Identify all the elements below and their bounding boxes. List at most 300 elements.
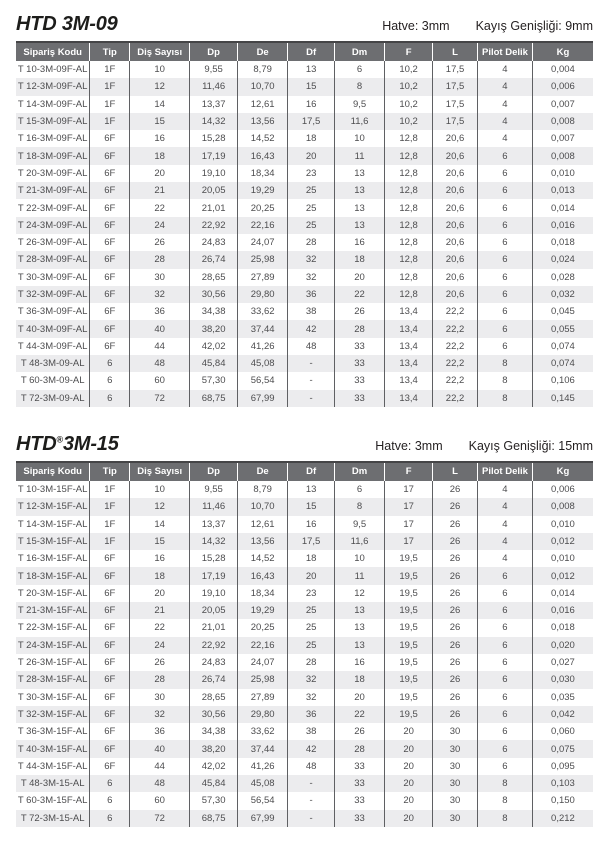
table-cell: 10: [130, 481, 190, 498]
table-cell: 14: [130, 96, 190, 113]
table-cell: 42,02: [190, 758, 238, 775]
table-row: [16, 689, 593, 706]
table-cell: 0,145: [532, 390, 593, 407]
column-header: L: [433, 42, 478, 61]
table-cell: 26: [433, 567, 478, 584]
column-header: L: [433, 462, 478, 481]
table-cell: 30: [433, 723, 478, 740]
table-row: [16, 723, 593, 740]
table-cell: 0,095: [532, 758, 593, 775]
table-cell: 17: [385, 481, 433, 498]
table-cell: 44: [130, 758, 190, 775]
header-row: [16, 42, 593, 61]
table-cell: T 40-3M-09F-AL: [17, 323, 88, 335]
table-cell: 60: [130, 372, 190, 389]
column-header: Dm: [334, 42, 384, 61]
table-cell: 25,98: [238, 251, 288, 268]
column-header: F: [385, 462, 433, 481]
table-cell: 0,018: [532, 234, 593, 251]
table-cell: 10: [334, 550, 384, 567]
table-cell: 19,29: [238, 602, 288, 619]
table-cell: 20,6: [433, 130, 478, 147]
table-cell: 19,10: [190, 165, 238, 182]
table-cell: 33: [334, 775, 384, 792]
table-cell: 13,4: [385, 355, 433, 372]
table-cell: 48: [130, 355, 190, 372]
table-cell: 20: [130, 585, 190, 602]
table-cell: 8,79: [238, 61, 288, 78]
table-cell: 6: [90, 810, 130, 827]
table-cell: 56,54: [238, 792, 288, 809]
table-cell: 21: [130, 182, 190, 199]
table-cell: 12,8: [385, 182, 433, 199]
table-cell: 6F: [90, 758, 130, 775]
table-cell: 8: [478, 810, 533, 827]
table-cell: 19,5: [385, 602, 433, 619]
table-cell: 6: [478, 585, 533, 602]
table-cell: 38,20: [190, 740, 238, 757]
table-cell: 6: [478, 338, 533, 355]
table-cell: 6F: [90, 689, 130, 706]
table-cell: 57,30: [190, 792, 238, 809]
table-cell: 8: [478, 355, 533, 372]
table-row: [16, 61, 593, 78]
column-header: Dp: [190, 462, 238, 481]
table-cell: 6: [478, 740, 533, 757]
table-cell: 18: [130, 147, 190, 164]
table-cell: 30,56: [190, 706, 238, 723]
registered-mark: ®: [56, 434, 63, 445]
table-cell: 16,43: [238, 567, 288, 584]
table-cell: T 44-3M-09F-AL: [17, 340, 88, 352]
table-cell: 41,26: [238, 758, 288, 775]
table-cell: 6: [478, 637, 533, 654]
table-cell: 20,6: [433, 234, 478, 251]
column-header: Kg: [532, 42, 593, 61]
table-cell: 26: [433, 498, 478, 515]
table-cell: 16: [334, 234, 384, 251]
table-row: [16, 585, 593, 602]
table-cell: 26: [433, 671, 478, 688]
table-row: [16, 654, 593, 671]
column-header: De: [238, 462, 288, 481]
table-cell: T 18-3M-15F-AL: [17, 570, 88, 582]
table-cell: 72: [130, 810, 190, 827]
table-cell: 14,32: [190, 113, 238, 130]
table-cell: 20,25: [238, 619, 288, 636]
table-cell: 28,65: [190, 269, 238, 286]
table-cell: 6F: [90, 234, 130, 251]
table-cell: T 20-3M-15F-AL: [17, 587, 88, 599]
table-cell: 30: [433, 775, 478, 792]
table-cell: 0,212: [532, 810, 593, 827]
table-row: [16, 320, 593, 337]
table-cell: 6: [478, 303, 533, 320]
table-cell: 6: [478, 320, 533, 337]
table-cell: T 28-3M-09F-AL: [17, 254, 88, 266]
table-cell: 6: [478, 706, 533, 723]
table-cell: T 24-3M-15F-AL: [17, 639, 88, 651]
table-cell: 10,70: [238, 78, 288, 95]
table-cell: 17,5: [433, 78, 478, 95]
table-cell: 0,060: [532, 723, 593, 740]
table-cell: T 36-3M-15F-AL: [17, 726, 88, 738]
pitch-label: Hatve: 3mm: [375, 438, 443, 453]
table-cell: 20: [288, 567, 335, 584]
column-header: Pilot Delik: [478, 42, 533, 61]
table-cell: 1F: [90, 498, 130, 515]
table-cell: 19,5: [385, 671, 433, 688]
table-cell: 0,030: [532, 671, 593, 688]
table-cell: 20,6: [433, 199, 478, 216]
table-cell: 28: [334, 320, 384, 337]
table-cell: 15,28: [190, 130, 238, 147]
table-row: [16, 706, 593, 723]
table-cell: 26: [433, 619, 478, 636]
table-cell: 6: [478, 147, 533, 164]
table-cell: 19,29: [238, 182, 288, 199]
table-cell: 12,8: [385, 234, 433, 251]
table-cell: 23: [288, 165, 335, 182]
table-cell: 13: [334, 182, 384, 199]
table-cell: 19,5: [385, 637, 433, 654]
table-cell: 6F: [90, 706, 130, 723]
table-cell: 45,08: [238, 775, 288, 792]
table-cell: 25: [288, 217, 335, 234]
table-cell: 20,6: [433, 269, 478, 286]
table-cell: 30: [130, 689, 190, 706]
column-header: Sipariş Kodu: [16, 42, 90, 61]
table-cell: 6: [478, 182, 533, 199]
table-cell: 13,4: [385, 338, 433, 355]
table-cell: 25: [288, 619, 335, 636]
table-cell: 44: [130, 338, 190, 355]
table-cell: 67,99: [238, 390, 288, 407]
table-cell: 48: [288, 758, 335, 775]
table-cell: 1F: [90, 78, 130, 95]
table-cell: 33: [334, 792, 384, 809]
table-cell: 22: [130, 199, 190, 216]
table-cell: 6F: [90, 147, 130, 164]
table-cell: 4: [478, 498, 533, 515]
table-cell: 9,5: [334, 96, 384, 113]
table-cell: 4: [478, 130, 533, 147]
table-cell: 0,007: [532, 130, 593, 147]
table-cell: T 28-3M-15F-AL: [17, 674, 88, 686]
table-cell: 56,54: [238, 372, 288, 389]
table-cell: 4: [478, 113, 533, 130]
table-cell: T 15-3M-15F-AL: [17, 535, 88, 547]
table-cell: 4: [478, 533, 533, 550]
table-cell: 25: [288, 637, 335, 654]
table-cell: 33: [334, 355, 384, 372]
table-cell: 32: [130, 286, 190, 303]
table-cell: 24,83: [190, 234, 238, 251]
table-cell: 37,44: [238, 740, 288, 757]
table-cell: 6: [90, 390, 130, 407]
table-cell: T 14-3M-09F-AL: [17, 98, 88, 110]
table-cell: T 60-3M-15F-AL: [17, 795, 88, 807]
table-cell: 67,99: [238, 810, 288, 827]
table-cell: 28: [288, 234, 335, 251]
column-header: Kg: [532, 462, 593, 481]
table-cell: 23: [288, 585, 335, 602]
table-cell: 28: [130, 251, 190, 268]
table-cell: T 32-3M-15F-AL: [17, 708, 88, 720]
table-cell: 16: [130, 550, 190, 567]
table-cell: 20,6: [433, 251, 478, 268]
table-cell: 13,37: [190, 96, 238, 113]
table-cell: 12,8: [385, 165, 433, 182]
table-cell: 33: [334, 390, 384, 407]
table-cell: 20: [130, 165, 190, 182]
table-cell: 20: [385, 758, 433, 775]
column-header: Diş Sayısı: [130, 462, 190, 481]
table-cell: 30: [433, 758, 478, 775]
table-cell: 18: [130, 567, 190, 584]
table-head: [16, 42, 593, 61]
table-cell: 8: [334, 498, 384, 515]
column-header: Tip: [90, 462, 130, 481]
table-row: [16, 338, 593, 355]
table-cell: 16: [288, 96, 335, 113]
table-cell: 6F: [90, 165, 130, 182]
table-cell: 18: [288, 130, 335, 147]
table-cell: 10,2: [385, 113, 433, 130]
table-cell: 6: [478, 234, 533, 251]
table-cell: 13: [334, 165, 384, 182]
table-cell: 26: [433, 706, 478, 723]
table-cell: 26: [433, 585, 478, 602]
column-header: Tip: [90, 42, 130, 61]
table-cell: 1F: [90, 533, 130, 550]
table-cell: 1F: [90, 113, 130, 130]
table-cell: 0,032: [532, 286, 593, 303]
column-header: Diş Sayısı: [130, 42, 190, 61]
table-cell: 25: [288, 199, 335, 216]
table-cell: 68,75: [190, 390, 238, 407]
table-cell: 9,55: [190, 61, 238, 78]
table-cell: 57,30: [190, 372, 238, 389]
table-cell: 10,2: [385, 78, 433, 95]
table-row: [16, 498, 593, 515]
table-cell: 17: [385, 516, 433, 533]
table-cell: 0,008: [532, 147, 593, 164]
table-cell: 0,042: [532, 706, 593, 723]
table-cell: 12,8: [385, 147, 433, 164]
table-cell: 26,74: [190, 251, 238, 268]
table-cell: 0,016: [532, 602, 593, 619]
table-cell: 13,37: [190, 516, 238, 533]
table-cell: 6: [334, 481, 384, 498]
table-cell: 16: [334, 654, 384, 671]
table-cell: 42: [288, 320, 335, 337]
table-cell: 11: [334, 147, 384, 164]
table-cell: 22,2: [433, 338, 478, 355]
table-cell: 6F: [90, 654, 130, 671]
table-cell: 13: [334, 602, 384, 619]
table-cell: 20,6: [433, 182, 478, 199]
table-cell: 20,6: [433, 217, 478, 234]
table-cell: 6F: [90, 550, 130, 567]
column-header: Pilot Delik: [478, 462, 533, 481]
table-cell: 13: [288, 61, 335, 78]
table-cell: 48: [288, 338, 335, 355]
table-cell: 6: [478, 567, 533, 584]
table-cell: 0,106: [532, 372, 593, 389]
table-cell: 12,8: [385, 269, 433, 286]
table-cell: 6F: [90, 585, 130, 602]
table-cell: 6: [90, 775, 130, 792]
table-cell: 22,16: [238, 217, 288, 234]
table-cell: 6: [478, 269, 533, 286]
table-cell: 28,65: [190, 689, 238, 706]
table-cell: 6: [478, 619, 533, 636]
table-cell: 19,10: [190, 585, 238, 602]
table-cell: 0,010: [532, 165, 593, 182]
column-header: Df: [288, 462, 335, 481]
table-cell: 0,010: [532, 550, 593, 567]
table-row: [16, 372, 593, 389]
table-cell: 20,6: [433, 165, 478, 182]
table-cell: 15: [130, 113, 190, 130]
table-cell: 22,2: [433, 303, 478, 320]
table-cell: 29,80: [238, 706, 288, 723]
table-cell: 0,008: [532, 498, 593, 515]
table-cell: 34,38: [190, 303, 238, 320]
table-cell: T 20-3M-09F-AL: [17, 167, 88, 179]
table-cell: 6: [478, 199, 533, 216]
table-cell: 0,004: [532, 61, 593, 78]
table-cell: T 48-3M-09-AL: [20, 358, 85, 370]
table-cell: 15,28: [190, 550, 238, 567]
table-cell: 22,2: [433, 390, 478, 407]
table-cell: 0,010: [532, 516, 593, 533]
pulley-table-3m-09: [16, 41, 593, 407]
table-cell: 33: [334, 372, 384, 389]
table-row: [16, 217, 593, 234]
table-cell: 6F: [90, 199, 130, 216]
table-cell: 12,61: [238, 516, 288, 533]
table-cell: 12,8: [385, 130, 433, 147]
table-cell: 4: [478, 78, 533, 95]
table-cell: 19,5: [385, 567, 433, 584]
section-htd-3m-15: [16, 433, 593, 827]
table-cell: 21,01: [190, 619, 238, 636]
table-cell: 26: [334, 723, 384, 740]
table-cell: 20: [385, 810, 433, 827]
table-cell: 24,07: [238, 234, 288, 251]
table-row: [16, 165, 593, 182]
table-cell: 13: [334, 619, 384, 636]
table-cell: 40: [130, 740, 190, 757]
table-cell: 40: [130, 320, 190, 337]
table-cell: 17,5: [288, 113, 335, 130]
table-cell: 15: [130, 533, 190, 550]
table-row: [16, 286, 593, 303]
table-cell: T 72-3M-09-AL: [20, 392, 85, 404]
table-row: [16, 602, 593, 619]
table-row: [16, 775, 593, 792]
table-cell: 30: [433, 810, 478, 827]
table-cell: 0,150: [532, 792, 593, 809]
section-title: [16, 13, 118, 35]
section-header: [16, 13, 593, 35]
table-cell: 13,4: [385, 390, 433, 407]
table-cell: 30: [433, 792, 478, 809]
table-cell: 0,006: [532, 78, 593, 95]
table-cell: 26: [433, 550, 478, 567]
table-cell: 36: [130, 303, 190, 320]
table-cell: 27,89: [238, 269, 288, 286]
column-header: F: [385, 42, 433, 61]
table-cell: 9,55: [190, 481, 238, 498]
table-cell: 20,6: [433, 147, 478, 164]
table-cell: 6F: [90, 338, 130, 355]
table-row: [16, 182, 593, 199]
table-cell: 0,103: [532, 775, 593, 792]
table-cell: 1F: [90, 481, 130, 498]
table-cell: T 16-3M-15F-AL: [17, 553, 88, 565]
table-cell: 8: [334, 78, 384, 95]
table-cell: 48: [130, 775, 190, 792]
table-cell: -: [288, 372, 335, 389]
brand-text: HTD: [16, 432, 57, 455]
table-cell: 0,014: [532, 199, 593, 216]
table-cell: 30: [433, 740, 478, 757]
table-cell: 4: [478, 96, 533, 113]
table-cell: 4: [478, 550, 533, 567]
table-cell: T 18-3M-09F-AL: [17, 150, 88, 162]
table-cell: 26: [130, 234, 190, 251]
table-row: [16, 303, 593, 320]
table-cell: 12: [130, 78, 190, 95]
table-cell: 11,6: [334, 533, 384, 550]
belt-width-label: Kayış Genişliği: 15mm: [468, 438, 593, 453]
table-cell: T 26-3M-15F-AL: [17, 657, 88, 669]
table-cell: T 10-3M-09F-AL: [17, 64, 88, 76]
table-cell: 17,5: [433, 96, 478, 113]
table-cell: 4: [478, 481, 533, 498]
table-row: [16, 130, 593, 147]
table-cell: 6F: [90, 671, 130, 688]
table-cell: T 10-3M-15F-AL: [17, 484, 88, 496]
table-cell: 8,79: [238, 481, 288, 498]
table-cell: 60: [130, 792, 190, 809]
table-row: [16, 567, 593, 584]
table-cell: 20: [288, 147, 335, 164]
table-cell: 28: [130, 671, 190, 688]
table-cell: 16: [288, 516, 335, 533]
table-cell: 28: [334, 740, 384, 757]
table-cell: 29,80: [238, 286, 288, 303]
table-row: [16, 269, 593, 286]
table-cell: T 72-3M-15-AL: [20, 812, 85, 824]
column-header: Sipariş Kodu: [16, 462, 90, 481]
table-cell: 11,46: [190, 498, 238, 515]
table-cell: 0,035: [532, 689, 593, 706]
table-cell: 30: [130, 269, 190, 286]
table-cell: 20: [334, 689, 384, 706]
table-cell: 0,074: [532, 338, 593, 355]
table-cell: 24: [130, 637, 190, 654]
table-cell: 34,38: [190, 723, 238, 740]
table-cell: 26: [433, 516, 478, 533]
table-cell: 8: [478, 775, 533, 792]
table-cell: 6: [478, 758, 533, 775]
table-cell: 45,08: [238, 355, 288, 372]
table-cell: 10: [130, 61, 190, 78]
